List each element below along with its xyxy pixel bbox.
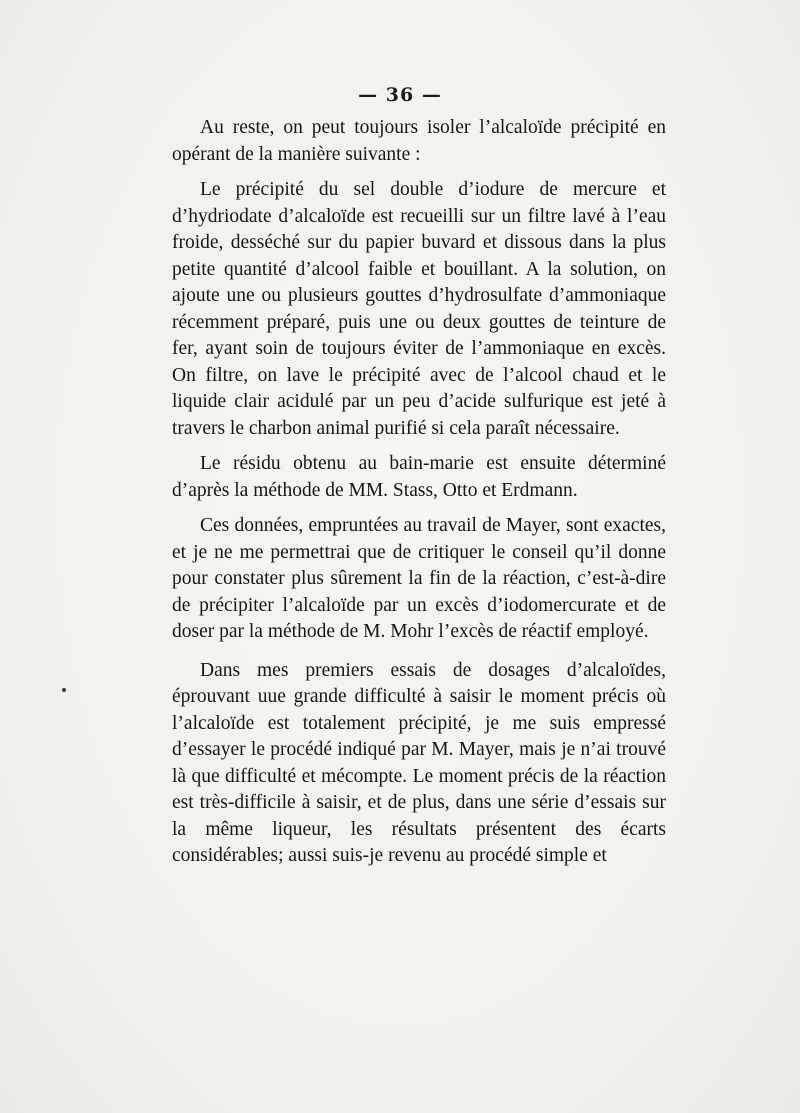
paragraph-4: Ces données, empruntées au travail de Mayer, sont exactes, et je ne me permettrai que de critiquer le conseil qu’il donne pour constater plus sûrement la fin de la réaction, c’est-à-dire de précipiter l’alcaloïde par un excès d’iodomercurate et de doser par la méthode de M. Mohr l’excès de réactif employé. <box>172 515 666 642</box>
page-number: — 36 — <box>358 84 442 106</box>
ink-speck <box>62 688 66 692</box>
page-text <box>172 115 666 870</box>
paragraph-3: Le résidu obtenu au bain-marie est ensuite déterminé d’après la méthode de MM. Stass, Otto et Erdmann. <box>172 453 666 501</box>
paragraph-5: Dans mes premiers essais de dosages d’alcaloïdes, éprouvant uue grande difficulté à saisir le moment précis où l’alcaloïde est totalement précipité, je me suis empressé d’essayer le procédé indiqué par M. Mayer, mais je n’ai trouvé là que difficulté et mécompte. Le moment précis de la réaction est très-difficile à saisir, et de plus, dans une série d’essais sur la même liqueur, les résultats présentent des écarts considérables; aussi suis-je revenu au procédé simple et <box>172 659 666 866</box>
paragraph-2: Le précipité du sel double d’iodure de mercure et d’hydriodate d’alcaloïde est recueilli sur un filtre lavé à l’eau froide, desséché sur du papier buvard et dissous dans la plus petite quantité d’alcool faible et bouillant. A la solution, on ajoute une ou plusieurs gouttes d’hydrosulfate d’ammoniaque récemment préparé, puis une ou deux gouttes de teinture de fer, ayant soin de toujours éviter de l’ammoniaque en excès. On filtre, on lave le précipité avec de l’alcool chaud et le liquide clair acidulé par un peu d’acide sulfurique est jeté à travers le charbon animal purifié si cela paraît nécessaire. <box>172 179 666 439</box>
paragraph-1: Au reste, on peut toujours isoler l’alcaloïde précipité en opérant de la manière suivante : <box>172 117 666 165</box>
